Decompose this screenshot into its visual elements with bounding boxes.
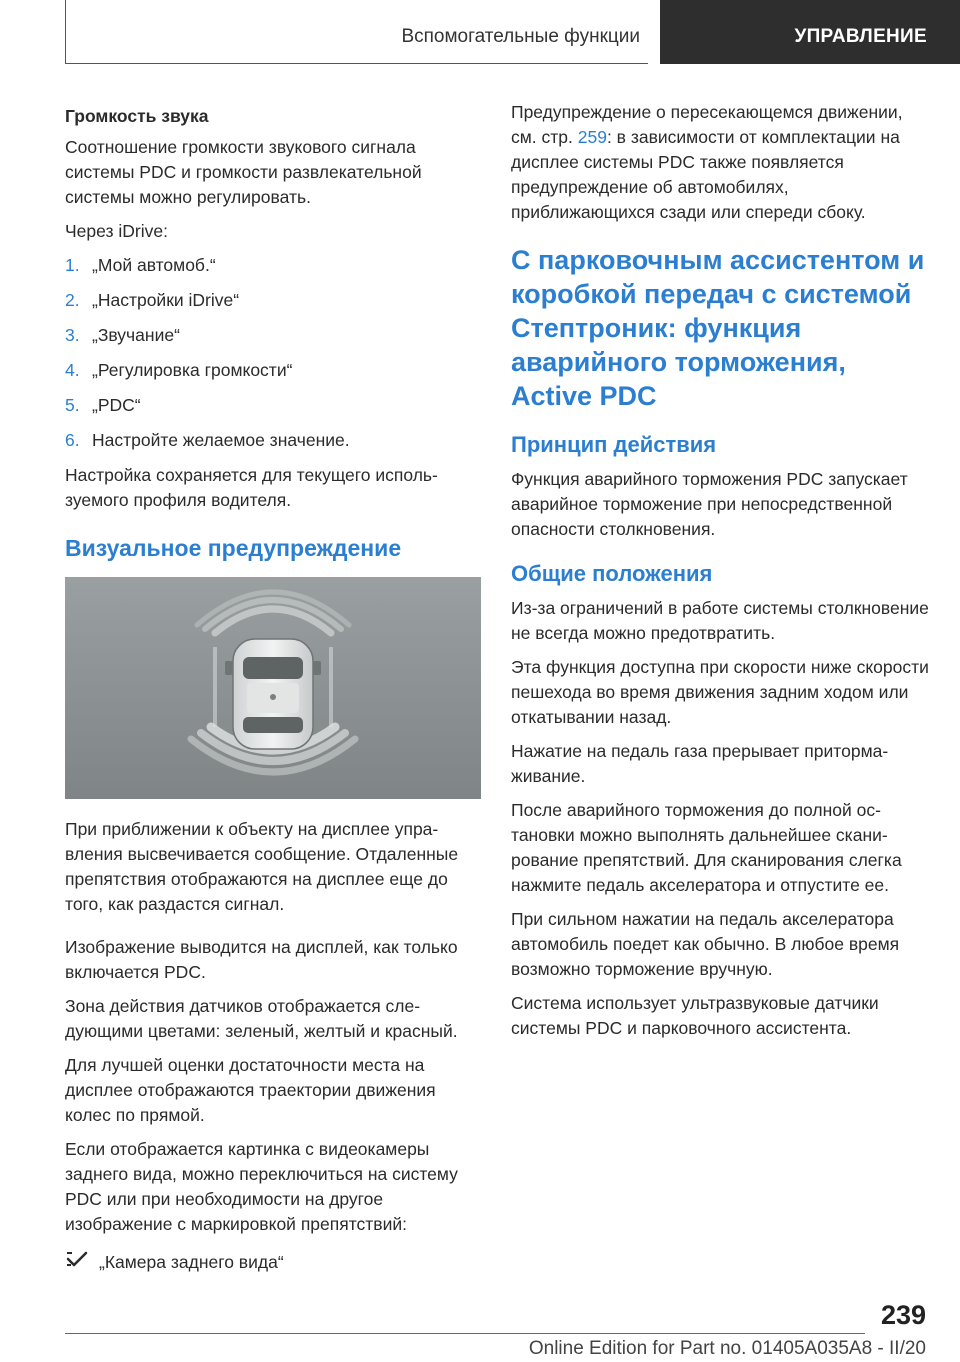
general-paragraph-4: После аварийного торможения до полной остановки можно выполнять дальнейшее сканирование препятствий. Для сканирования слегка нажмите педаль акселератора и отпустите ее. (511, 800, 902, 895)
image-paragraph: Изображение выводится на дисплей, как только включается PDC. (65, 937, 458, 982)
active-pdc-heading: С парковочным ассистентом и коробкой передач с системой Стептроник: функция аварийного торможения, Active PDC (511, 245, 925, 411)
principle-paragraph: Функция аварийного торможения PDC запускает аварийное торможение при непосредственной опасности столкновения. (511, 469, 908, 539)
page-number: 239 (880, 1300, 926, 1330)
approach-paragraph: При приближении к объекту на дисплее управления высвечивается сообщение. Отдаленные препятствия отображаются на дисплее еще до того, как раздастся сигнал. (65, 819, 459, 914)
step-number: 6. (65, 430, 80, 450)
camera-menu-item (65, 1249, 481, 1276)
list-item (65, 323, 481, 348)
list-item (65, 358, 481, 383)
profile-note: Настройка сохраняется для текущего используемого профиля водителя. (65, 465, 438, 510)
camera-item-label: „Камера заднего вида“ (99, 1252, 284, 1272)
right-column (511, 100, 931, 1050)
volume-paragraph: Соотношение громкости звукового сигнала системы PDC и громкости развлекательной системы можно регулировать. (65, 137, 422, 207)
page-header (0, 0, 960, 66)
footer-divider (65, 1333, 865, 1334)
general-paragraph-2: Эта функция доступна при скорости ниже скорости пешехода во время движения задним ходом или откатывании назад. (511, 657, 929, 727)
cross-traffic-text-cont: : в зависимости от комплектации на дисплее системы PDC также появляется предупреждение об автомобилях, приближающихся сзади или спереди сбоку. (511, 127, 900, 222)
trajectory-paragraph: Для лучшей оценки достаточности места на дисплее отображаются траектории движения колес по прямой. (65, 1055, 436, 1125)
step-text: „Настройки iDrive“ (92, 290, 240, 310)
step-text: „Регулировка громкости“ (92, 360, 293, 380)
camera-paragraph: Если отображается картинка с видеокамеры заднего вида, можно переключиться на систему PDC или при необходимости на другое изображение с маркировкой препятствий: (65, 1139, 458, 1234)
cross-traffic-text: Предупреждение о пересекающемся движении, см. стр. (511, 102, 903, 147)
idrive-steps (65, 253, 481, 453)
page-footer (0, 1300, 960, 1362)
step-number: 3. (65, 325, 80, 345)
cross-traffic-paragraph (511, 100, 931, 225)
general-paragraph-1: Из-за ограничений в работе системы столкновение не всегда можно предотвратить. (511, 598, 929, 643)
pdc-display-image (65, 577, 481, 799)
visual-warning-heading: Визуальное предупреждение (65, 535, 402, 561)
list-item (65, 253, 481, 278)
principle-heading: Принцип действия (511, 432, 717, 457)
general-paragraph-6: Система использует ультразвуковые датчики системы PDC и парковочного ассистента. (511, 993, 879, 1038)
step-number: 4. (65, 360, 80, 380)
page-reference-link[interactable]: 259 (577, 127, 607, 147)
pdc-car-illustration (65, 577, 481, 799)
step-number: 2. (65, 290, 80, 310)
step-text: „Звучание“ (92, 325, 180, 345)
volume-heading: Громкость звука (65, 106, 209, 126)
header-chapter-tab[interactable] (660, 0, 960, 64)
list-item (65, 288, 481, 313)
step-number: 1. (65, 255, 80, 275)
step-text: „PDC“ (92, 395, 141, 415)
header-section-title: Вспомогательные функции (401, 26, 640, 47)
left-column (65, 100, 481, 1276)
list-item (65, 393, 481, 418)
header-chapter-label: УПРАВЛЕНИЕ (794, 26, 927, 47)
zone-paragraph: Зона действия датчиков отображается следующими цветами: зеленый, желтый и красный. (65, 996, 458, 1041)
general-paragraph-5: При сильном нажатии на педаль акселератора автомобиль поедет как обычно. В любое время возможно торможение вручную. (511, 909, 900, 979)
edition-text: Online Edition for Part no. 01405A035A8 - II/20 (528, 1338, 926, 1359)
idrive-intro: Через iDrive: (65, 221, 168, 241)
step-number: 5. (65, 395, 80, 415)
step-text: „Мой автомоб.“ (92, 255, 216, 275)
header-divider-vertical (65, 0, 66, 64)
step-text: Настройте желаемое значение. (92, 430, 350, 450)
general-heading: Общие положения (511, 561, 713, 586)
rear-camera-icon (65, 1249, 99, 1276)
general-paragraph-3: Нажатие на педаль газа прерывает притормаживание. (511, 741, 889, 786)
header-divider-horizontal (65, 63, 648, 64)
list-item (65, 428, 481, 453)
